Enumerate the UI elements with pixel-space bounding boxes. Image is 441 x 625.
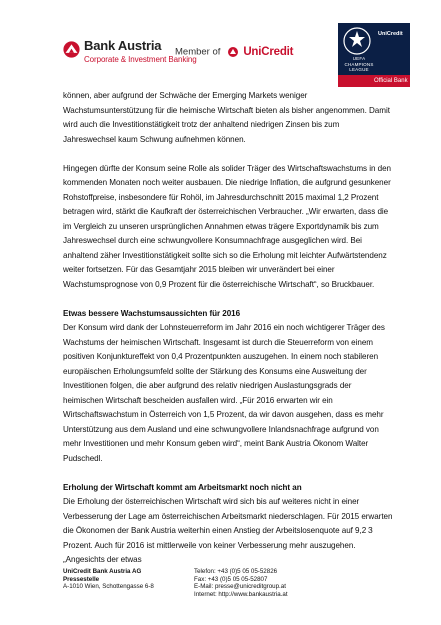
unicredit-logo-icon xyxy=(228,47,238,57)
footer-department: Pressestelle xyxy=(63,575,100,583)
footer-phone: Telefon: +43 (0)5 05 05-52826 xyxy=(194,568,278,575)
footer-fax: Fax: +43 (0)5 05 05-52807 xyxy=(194,575,268,583)
paragraph: Die Erholung der österreichischen Wirtschaft wird sich bis auf weiteres nicht in einer Verbesserung der Lage am österreichischen Arbeitsmarkt niederschlagen. Für 2015 erwarten die Ökonomen der Bank Austria weiterhin einen Anstieg der Arbeitslosenquote auf 9,2 Prozent. Auch für 2016 ist mittlerweile von keiner Verbesserung mehr auszugehen. „Angesichts der etwas xyxy=(63,497,393,564)
footer-address: A-1010 Wien, Schottengasse 6-8 xyxy=(63,583,154,591)
starball-icon xyxy=(342,26,372,56)
logo-name: Bank Austria xyxy=(84,38,162,53)
paragraph: können, aber aufgrund der Schwäche der Emerging Markets weniger Wachstumsunterstützung für die heimische Wirtschaft bieten als bisher angenommen. Damit wird auch die Investitionstätigkeit trotz der anhaltend niedrigen Zinsen bis zum Jahreswechsel kaum Schwung aufnehmen können. xyxy=(63,91,390,144)
champions-league-badge xyxy=(338,23,410,87)
footer-internet: Internet: http://www.bankaustria.at xyxy=(194,590,288,598)
paragraph: Hingegen dürfte der Konsum seine Rolle als solider Träger des Wirtschaftswachstums in den kommenden Monaten noch weiter ausbauen. Die niedrige Inflation, die aufgrund gesunkener Rohstoffpreise, insbesondere für Rohöl, im Jahresdurchschnitt 2015 maximal 1,2 Prozent betragen wird, stärkt die Kaufkraft der österreichischen Verbraucher. „Wir erwarten, dass die im Vergleich zu unseren ursprünglichen Annahmen etwas trägere Exportdynamik bis zum Jahreswechsel durch eine schwungvollere Konsumnachfrage ausgeglichen wird. Bei anhaltend zäher Investitionstätigkeit sollte sich so die Erholung mit leichter Aufwärtstendenz weiter fortsetzen. Für das Gesamtjahr 2015 bleiben wir unverändert bei einer Wachstumsprognose von 0,9 Prozent für die österreichische Wirtschaft“, so Bruckbauer. xyxy=(63,163,392,289)
footer-company-name: UniCredit Bank Austria AG xyxy=(63,568,142,575)
member-of-unicredit xyxy=(175,43,293,61)
ucl-label: UEFA CHAMPIONS LEAGUE xyxy=(344,56,374,72)
page-number: 3 xyxy=(368,525,373,535)
member-of-label: Member of xyxy=(175,46,221,58)
footer-contact xyxy=(194,568,288,598)
unicredit-wordmark: UniCredit xyxy=(243,45,294,58)
section-heading: Erholung der Wirtschaft kommt am Arbeitsmarkt noch nicht an xyxy=(63,482,302,492)
logo-subtitle: Corporate & Investment Banking xyxy=(84,55,197,64)
document-body xyxy=(63,89,393,582)
page-header xyxy=(0,0,441,86)
footer-company xyxy=(63,568,154,591)
bank-austria-logo-icon xyxy=(63,41,80,58)
footer-email: E-Mail: presse@unicreditgroup.at xyxy=(194,583,286,591)
paragraph: Der Konsum wird dank der Lohnsteuerreform im Jahr 2016 ein noch wichtigerer Träger des Wachstums der heimischen Wirtschaft. Insgesamt ist durch die Steuerreform von einem positiven Konjunktureffekt von 0,4 Prozentpunkten auszugehen. In einem noch stabileren europäischen Erholungsumfeld sollte der Stärkung des Konsums eine Ausweitung der Investitionen folgen, die aber aufgrund des relativ niedrigen Auslastungsgrads der heimischen Wirtschaft bescheiden ausfallen wird. „Für 2016 erwarten wir ein Wirtschaftswachstum in Österreich von 1,5 Prozent, da wir davon ausgehen, dass es mehr Unterstützung aus dem Ausland und eine schwungvollere Inlandsnachfrage aufgrund von mehr Investitionen und mehr Konsum geben wird“, meint Bank Austria Ökonom Walter Pudschedl. xyxy=(63,323,385,463)
ucl-unicredit-label: UniCredit xyxy=(378,31,403,37)
section-heading: Etwas bessere Wachstumsaussichten für 2016 xyxy=(63,308,241,318)
ucl-official-bank: Official Bank xyxy=(338,75,410,87)
